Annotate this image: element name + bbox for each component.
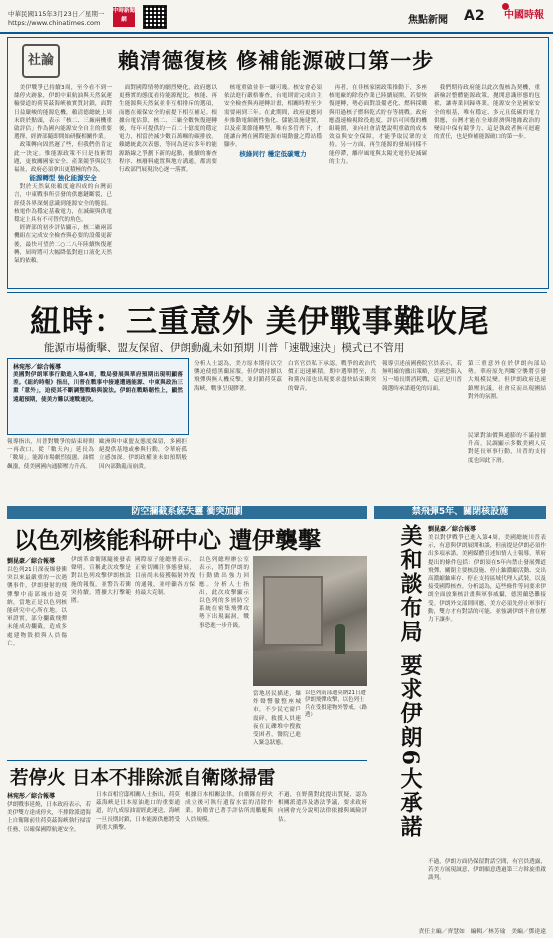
masthead [0,0,553,34]
editorial-col-1 [14,84,112,284]
story2-subtitle: 能源市場衝擊、盟友保留、伊朗動亂未如預期 川普「速戰速決」模式已不管用 [44,342,405,354]
story3-col-2: 伊朗革命衛隊隨後發表聲明，宣稱此次攻擊是對以色列攻擊伊朗核設施的報復，並警告若衝突持續，將擴大打擊範圍。 [71,557,131,605]
story4-col-4: 不過，在野黨對此提出質疑，認為相關派遣涉及憲法爭議，要求政府向國會充分說明法律依據與風險評估。 [278,792,367,823]
editorial-para-4: 經濟部的初步評估顯示，核二廠兩部機組在完成安全檢查與必要的設備更新後，最快可望於二○二八年陸續恢復運轉，屆時將可大幅降低對進口液化天然氣的依賴。 [14,225,112,265]
page-number: A2 [464,8,485,24]
story2-col-e: 報導引述前國務院官員表示，若無明確的撤出策略，美國恐陷入另一場長期消耗戰，這正是川普競選時承諾避免的局面。 [382,361,462,392]
story2-col-f: 第三重意外在於伊朗內部局勢。華府原先判斷空襲將引發大規模民變，但伊朗政府迅速鎮壓抗議，社會反而出現團結對外的氛圍。 [468,361,546,400]
story2-col-b: 歐洲與中東盟友態度保留，多國拒絕提供基地或參與行動，令華府孤立感加深。伊朗政權並未如預期般因內部動亂而崩潰。 [99,439,187,470]
news-logo [113,7,135,27]
editorial-subhead-2: 核綠同行 穩定低碳電力 [239,149,307,158]
editorial-col-4 [329,84,427,284]
story4-col-1: 伊朗戰事延燒，日本政府表示，若美伊雙方達成停火，不排除派遣海上自衛隊前往荷莫茲海峽執行掃雷任務，以確保國際航運安全。 [7,802,91,833]
editorial-headline: 賴清德復核 修補能源破口第一步 [118,48,435,73]
story2-col-c: 分析人士認為，美方原本期待以空襲迫使德黑蘭屈服，但伊朗持續以飛彈與無人機反擊，並封鎖荷莫茲海峽，戰事呈現膠著。 [194,361,282,392]
story3-col-1: 以色列21日深夜爆發衝突以來最嚴重的一次遇襲事件，伊朗發射的飛彈擊中南部城市迪莫納，當地正是以色列核能研究中心所在地。以軍證實，部分攔截飛彈未能成功攔截，造成多處建物毀損與人員傷亡。 [7,567,67,647]
story4-headline: 若停火 日本不排除派自衛隊掃雷 [10,768,276,789]
qr-code[interactable] [143,5,167,29]
story3-photo-rubble [253,651,367,686]
date-line: 中華民國115年3月23日／星期一 [8,10,105,18]
story2-lead: 美國對伊朗軍事行動進入第4周，戰局發展與華府預期出現明顯落差。《紐約時報》指出，川普在戰事中接連遭遇能源、中東與政治三重「意外」，迫使其不斷調整戰略與說法。伊朗在戰略韌性上，顯然遠超預期，使美方難以速戰速決。 [13,372,183,403]
story4-top-rule [7,760,367,761]
story2-col-a: 報導指出，川普對戰爭的結束時間一再改口，從「數天內」延長為「數周」。能源市場劇烈震盪、油價飆漲，使美國國內通膨壓力升高。 [7,439,94,470]
story3-photo-building [263,576,323,646]
story4-col-2: 日本首相官邸相關人士指出，荷莫茲海峽是日本原油進口的重要通道，約九成原油需經此運送，海峽一旦長期封鎖，日本能源供應將受到重大衝擊。 [96,792,180,831]
story3-photo-caption: 以色列南部迪莫納21日遭伊朗飛彈攻擊，以色列士兵在受損建物外警戒。（路透） [305,690,367,719]
editorial-subhead-1: 能源轉型 強化能源安全 [29,174,97,183]
story2-lead-box [7,358,189,435]
story5-text-2: 不過，伊朗方面仍保留對話空間，有官員透露，若美方展現誠意，伊朗願意透過第三方斡旋重啟談判。 [428,859,546,882]
website-url[interactable]: https://www.chinatimes.com [8,19,101,27]
news-logo-text: 中時新聞網 [113,8,135,23]
editorial-para-3: 對於天然氣依賴度逾四成的台灣而言，中東戰事所引發的供應鏈斷裂，已經使各界深刻意識到能源安全的脆弱。核電作為穩定基載電力，在減碳與供電穩定上具有不可替代的角色。 [14,184,112,224]
editorial-col-5-text: 我們期待政府能以此次復核為契機，重新檢討整體能源政策，拋開意識形態的包袱，讓專業回歸專業。能源安全是國家安全的根基，唯有穩定、多元且低碳的電力供應，台灣才能在全球經濟與地緣政治的變局中保有競爭力，這是執政者無可迴避的責任，也是修補能源破口的第一步。 [434,85,540,141]
story3-byline: 劉昆豪／綜合報導 [7,558,56,565]
section-name: 焦點新聞 [408,15,448,26]
story5-text: 美以對伊戰爭已進入第4周，美國總統川普表示，有意與伊朗展開和談，但前提是伊朗必須作出多項承諾。美國媒體引述知情人士報導，華府提出的條件包括：伊朗須在5年內禁止發展彈道飛彈、關閉主要核設施、停止鈾濃縮活動、交出高濃縮鈾庫存、停止支持區域代理人武裝，以及接受國際核查。分析認為，這些條件等同要求伊朗全面放棄核計畫與軍事威懾，德黑蘭恐難接受。伊朗外交部則回應，美方必須先停止軍事行動，雙方才有對話的可能，並強調伊朗不會在壓力下讓步。 [428,535,546,624]
story3-band: 防空攔截系統失靈 衝突加劇 [7,506,367,519]
editorial-col-5 [434,84,540,284]
masthead-rule [0,32,553,34]
story3-photo [253,556,367,686]
editorial-para-2: 政策轉向固然遲了些，但我們仍肯定此一決定。惟能源政策不只是技術問題，更攸關國家安全、產業競爭與民生福祉，政府必須拿出更積極的作為。 [14,142,112,174]
story2-col-g: 民眾對油價與通膨的不滿持續升高，民調顯示多數美國人反對延長軍事行動，川普的支持度也因此下滑。 [468,433,546,464]
story5-headline: 美和談布局 要求伊朗6大承諾 [397,524,423,839]
story4-col-3: 根據日本相關法律，自衛隊在停火成立後可執行遺留水雷的清除作業。防衛省已著手評估所需艦艇與人員規模。 [185,792,273,823]
editorial-seal [22,44,60,78]
editorial-col-2-text: 面對國際情勢的劇烈變化，政府應以更務實的態度看待能源配比。核能、再生能源與天然氣並非互相排斥的選項，而應在確保安全的前提下相互補足。根據台電估算，核二、三廠全數恢復運轉後，每年可提供約一百二十億度的穩定電力，相當於減少數百萬噸的碳排放。賴總統此次表態，等同為延宕多年的能源路線之爭劃下新的起點，後續的審查程序、核廢料處置與地方溝通，都需要行政部門展現決心逐一落實。 [119,85,217,174]
story2-col-d: 白宮官員私下承認，戰爭的政治代價正迅速累積。期中選舉將至，共和黨內部也出現要求盡快結束衝突的聲音。 [288,361,376,392]
brand-logo [500,2,546,32]
story3-col-4: 以色列總理辦公室表示，將對伊朗的行動做出強力回應。分析人士指出，此次攻擊顯示以色列的多層防空系統在密集飛彈攻勢下出現漏洞，戰事恐進一步升級。 [199,557,249,629]
story5-byline: 劉昆豪／綜合報導 [428,526,477,533]
brand-logo-text: 中國時報 [504,10,544,21]
story2-byline: 林宛彤／綜合報導 [13,364,62,371]
story2-headline: 紐時：三重意外 美伊戰事難收尾 [30,304,490,340]
footer-credits: 責任主編／齊慧如 編輯／林芳瑜 美編／鄧達遠 [418,929,546,935]
story5-band: 禁飛彈5年、關閉核設施 [374,506,546,519]
editorial-col-4-text: 再者，在非核家園政策推動下，多座核電廠的除役作業已陸續展開，若要恢復運轉，勢必面對設備老化、燃料採購與用過核子燃料乾式貯存等挑戰。政府應盡速檢視除役進度，評估可回復的機組範圍，並向社會清楚說明重啟的成本效益與安全保障，才能爭取民眾的支持。另一方面，再生能源的發展同樣不能停滯，離岸風電與太陽光電仍是減碳的主力。 [329,85,427,165]
story4-byline: 林宛彤／綜合報導 [7,793,56,800]
editorial-box [7,37,549,289]
editorial-col-3 [224,84,322,284]
story3-photo-soldier [335,624,345,654]
editorial-seal-text: 社論 [27,53,54,68]
story2-top-rule [7,292,547,293]
brand-logo-mark [502,3,509,10]
editorial-col-3-text: 核電重啟並非一蹴可幾。核安會必須依法進行嚴格審查，台電則需完成自主安全檢查與再運轉計畫，相關時程至少需要兩到三年。在此期間，政府更應同步推動電網韌性強化、儲能設施建置，以及產業節能轉型。唯有多管齊下，才能讓台灣在國際能源市場動盪之際站穩腳步。 [224,85,322,149]
story3-col-5: 當地居民描述，爆炸聲響徹整座城市，不少民宅窗戶震碎，救援人員連夜在瓦礫堆中搜救受困者，醫院已進入緊急狀態。 [253,691,301,747]
story3-headline: 以色列核能科研中心 遭伊襲擊 [14,527,322,554]
editorial-col-2 [119,84,217,284]
editorial-para-1: 美伊戰爭已持續3周，至今看不到一絲停火跡象，伊朗中東航油與天然氣運輸要道的荷莫茲海峽被實質封鎖，面對日益嚴峻的能源危機，賴清德總統上周末終於點頭，表示「核二、三廠兩機重啟評估」作為國內能源安全自主的重要選擇，經濟部隨即開始研擬相關作業。 [14,85,112,141]
story3-col-3: 國際原子能總署表示，正密切關注事態發展，目前尚未接獲輻射外洩的通報，並呼籲各方保持最大克制。 [135,557,195,596]
